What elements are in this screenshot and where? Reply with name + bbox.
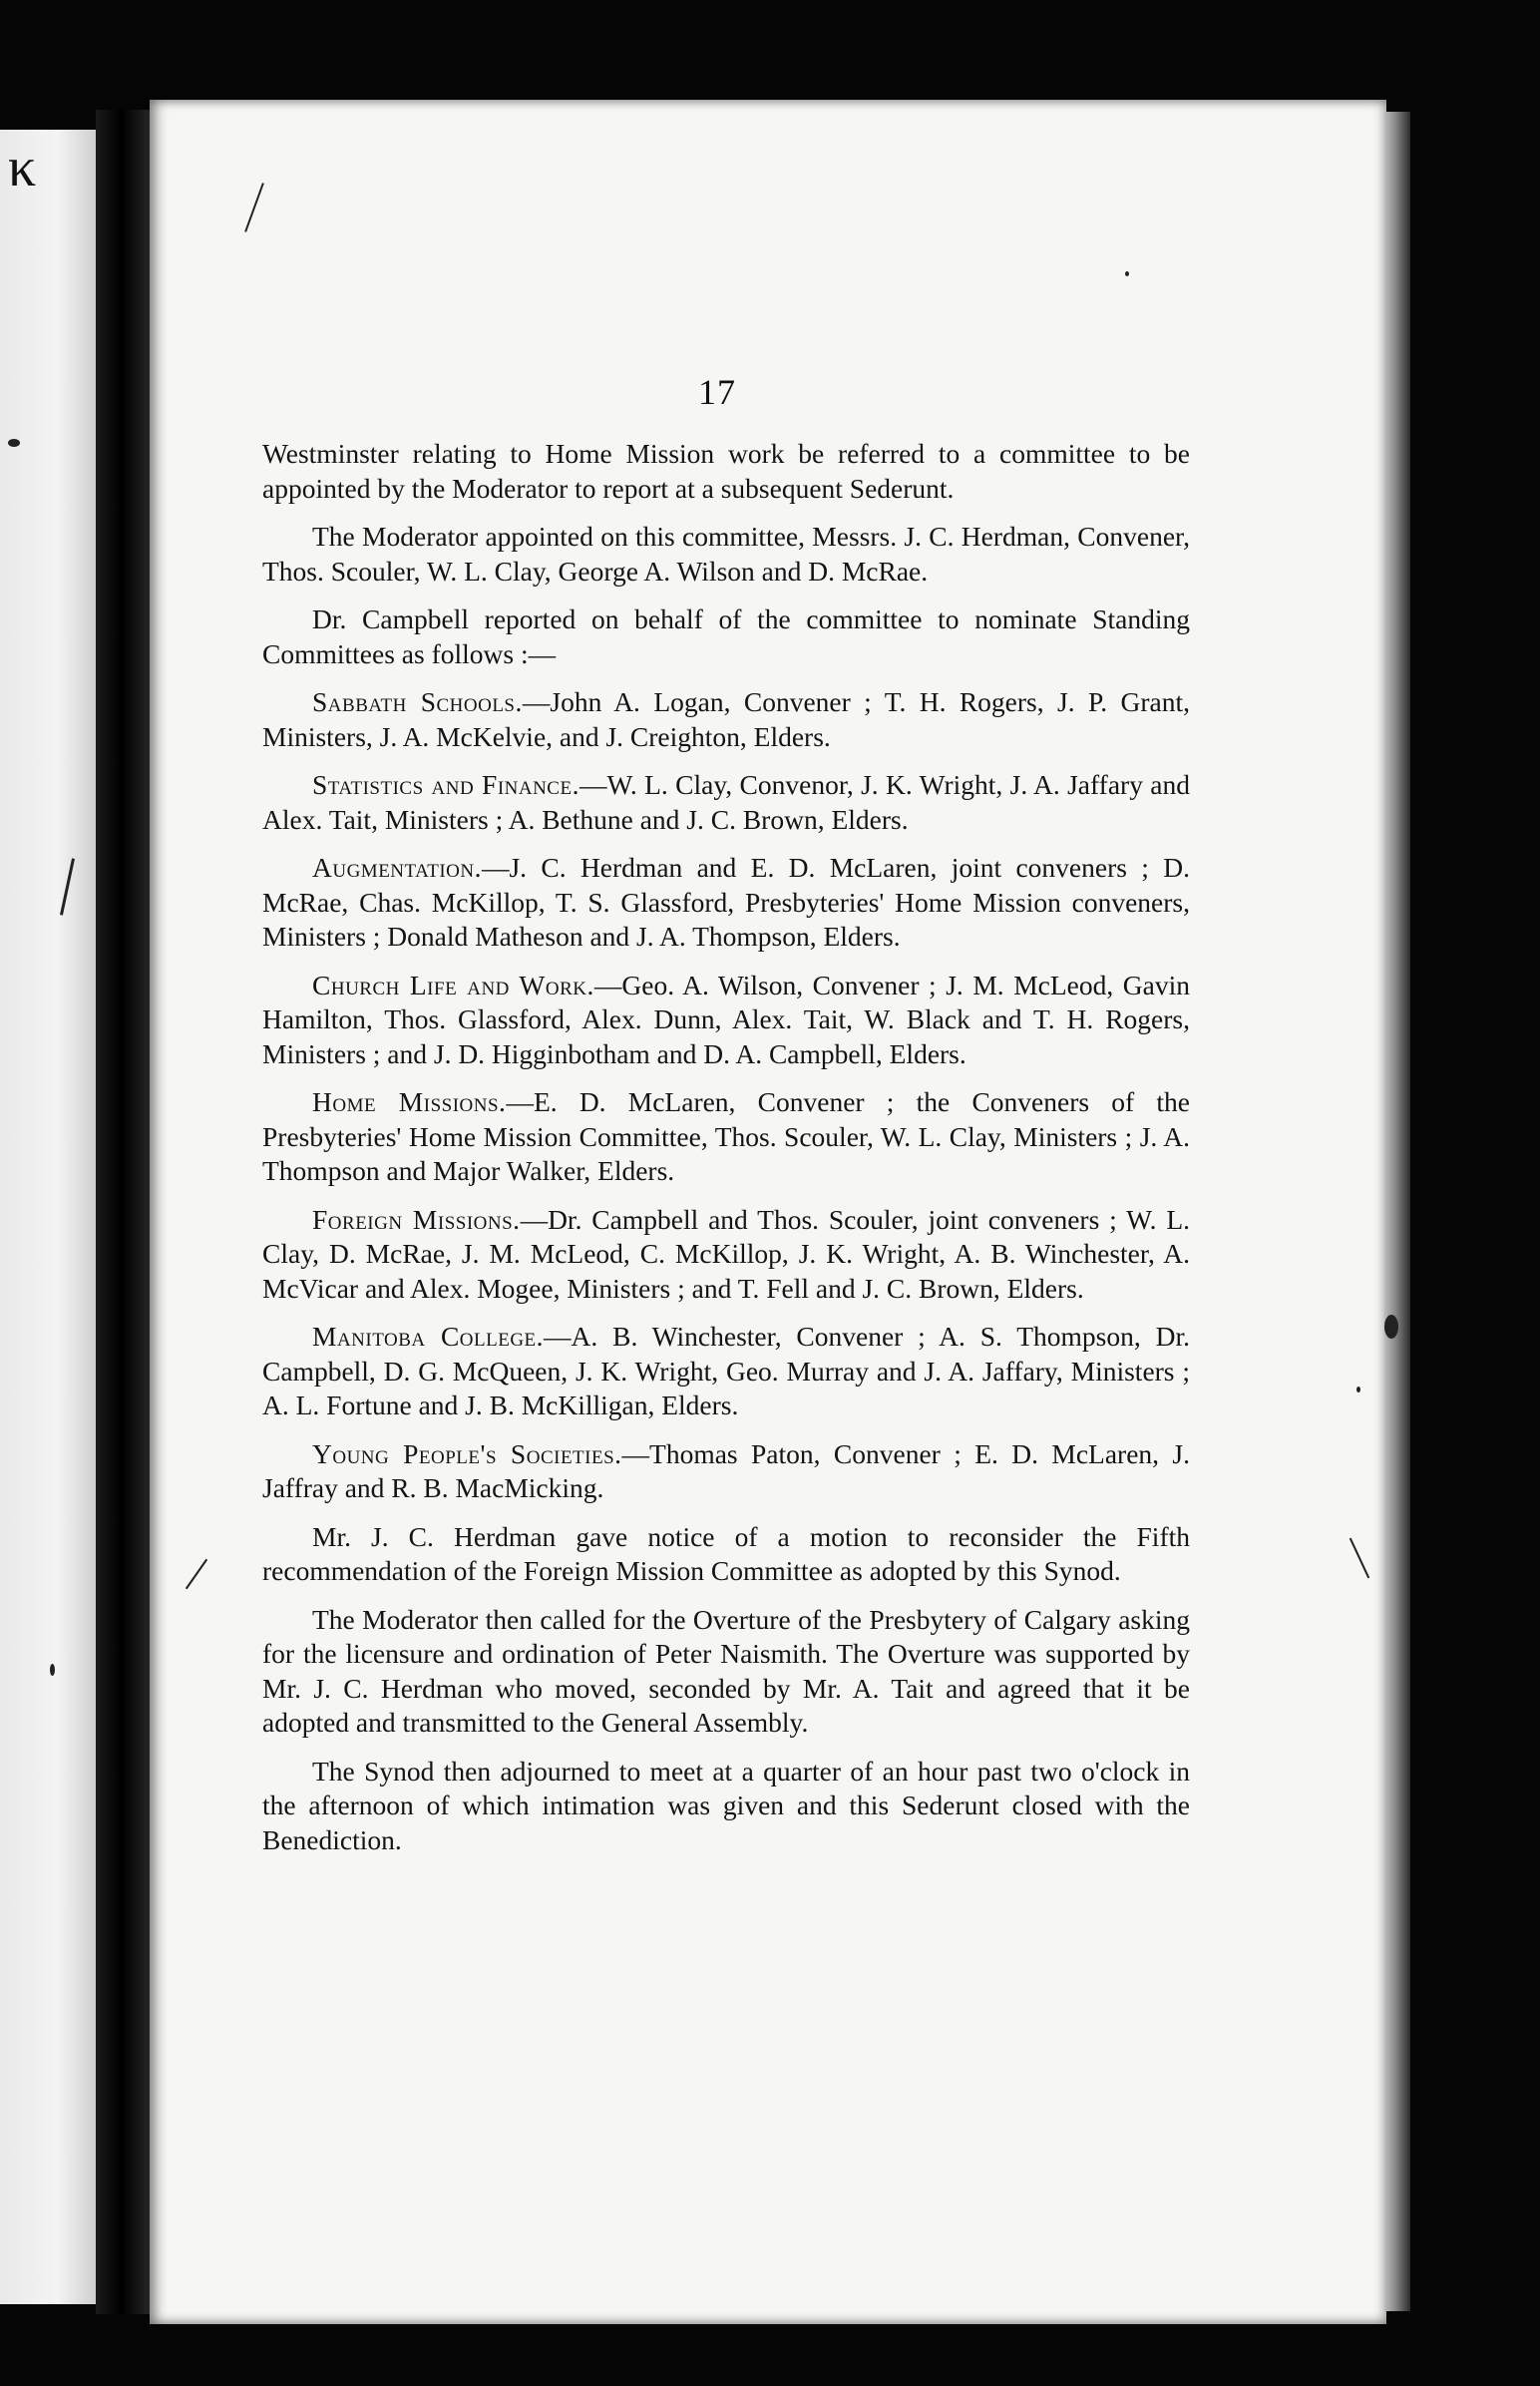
committee-entry: Augmentation.—J. C. Herdman and E. D. McLaren, joint conveners ; D. McRae, Chas. McKillop, T. S. Glassford, Presbyteries' Home Mission conveners, Ministers ; Donald Matheson and J. A. Thompson, Elders. [262,852,1190,952]
committee-name: Sabbath Schools. [312,686,523,717]
paragraph: The Synod then adjourned to meet at a quarter of an hour past two o'clock in the afternoon of which intimation was given and this Sederunt closed with the Benediction. [262,1755,1190,1855]
paragraph: The Moderator then called for the Overture of the Presbytery of Calgary asking for the licensure and ordination of Peter Naismith. The Overture was supported by Mr. J. C. Herdman who moved, seconded by Mr. A. Tait and agreed that it be adopted and transmitted to the General Assembly. [262,1603,1190,1738]
paragraph: The Moderator appointed on this committee, Messrs. J. C. Herdman, Convener, Thos. Scouler, W. L. Clay, George A. Wilson and D. McRae. [262,521,1190,587]
committee-name: Statistics and Finance. [312,769,579,800]
scan-speck [8,439,20,447]
paragraph: Mr. J. C. Herdman gave notice of a motion to reconsider the Fifth recommendation of the Foreign Mission Committee as adopted by this Synod. [262,1520,1190,1586]
page-body [262,437,1190,1871]
committee-entry: Young People's Societies.—Thomas Paton, Convener ; E. D. McLaren, J. Jaffray and R. B. MacMicking. [262,1437,1190,1503]
committee-entry: Statistics and Finance.—W. L. Clay, Convenor, J. K. Wright, J. A. Jaffary and Alex. Tait, Ministers ; A. Bethune and J. C. Brown, Elders. [262,769,1190,835]
committee-entry: Manitoba College.—A. B. Winchester, Convener ; A. S. Thompson, Dr. Campbell, D. G. McQueen, J. K. Wright, Geo. Murray and J. A. Jaffary, Ministers ; A. L. Fortune and J. B. McKilligan, Elders. [262,1321,1190,1420]
committee-entry: Sabbath Schools.—John A. Logan, Convener ; T. H. Rogers, J. P. Grant, Ministers, J. A. McKelvie, and J. Creighton, Elders. [262,686,1190,752]
scan-speck [1125,271,1129,276]
committee-name: Church Life and Work. [312,969,594,1000]
committee-name: Foreign Missions. [312,1203,521,1235]
committee-name: Home Missions. [312,1086,507,1117]
page-number: 17 [698,372,736,412]
committee-name: Young People's Societies. [312,1437,622,1469]
committee-entry: Foreign Missions.—Dr. Campbell and Thos. Scouler, joint conveners ; W. L. Clay, D. McRae, J. M. McLeod, C. McKillop, J. K. Wright, A. B. Winchester, A. McVicar and Alex. Mogee, Ministers ; and T. Fell and J. C. Brown, Elders. [262,1203,1190,1304]
scan-speck [1384,1315,1398,1339]
adjacent-page-fragment: κ [8,137,37,199]
page-edge-shadow [1384,112,1410,2311]
scan-speck [50,1664,55,1676]
paragraph: Westminster relating to Home Mission work be referred to a committee to be appointed by the Moderator to report at a subsequent Sederunt. [262,438,1190,504]
committee-entry: Home Missions.—E. D. McLaren, Convener ; the Conveners of the Presbyteries' Home Mission Committee, Thos. Scouler, W. L. Clay, Ministers ; J. A. Thompson and Major Walker, Elders. [262,1086,1190,1186]
adjacent-page-edge [0,130,96,2304]
paragraph: Dr. Campbell reported on behalf of the committee to nominate Standing Committees as follows :— [262,603,1190,669]
scan-speck [1356,1387,1360,1392]
committee-entry: Church Life and Work.—Geo. A. Wilson, Convener ; J. M. McLeod, Gavin Hamilton, Thos. Glassford, Alex. Dunn, Alex. Tait, W. Black and T. H. Rogers, Ministers ; and J. D. Higginbotham and D. A. Campbell, Elders. [262,969,1190,1069]
committee-name: Augmentation. [312,852,482,883]
committee-name: Manitoba College. [312,1321,545,1352]
book-gutter [96,110,154,2314]
